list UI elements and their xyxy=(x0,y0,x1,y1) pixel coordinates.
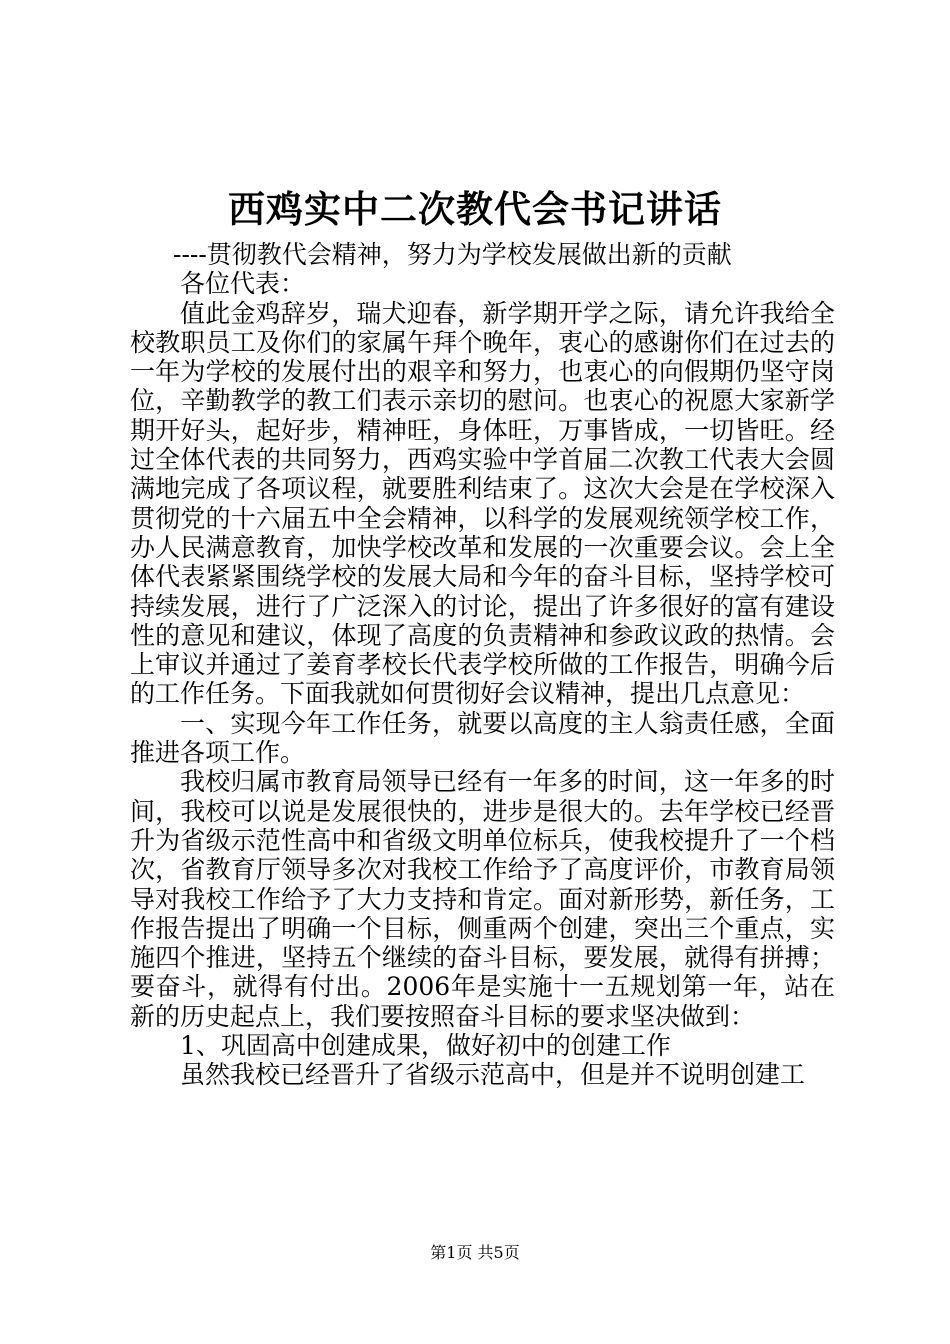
salutation: 各位代表： xyxy=(180,269,306,299)
section-heading-1: 一、实现今年工作任务，就要以高度的主人翁责任感，全面推进各项工作。 xyxy=(130,708,835,768)
page-title: 西鸡实中二次教代会书记讲话 xyxy=(228,187,722,231)
document-body xyxy=(130,240,835,1090)
subsection-heading-1: 1、巩固高中创建成果，做好初中的创建工作 xyxy=(180,1031,671,1061)
page-footer: 第1页 共5页 xyxy=(430,1243,520,1262)
document-subtitle: ----贯彻教代会精神，努力为学校发展做出新的贡献 xyxy=(173,240,732,269)
paragraph-1: 值此金鸡辞岁，瑞犬迎春，新学期开学之际，请允许我给全校教职员工及你们的家属午拜个晚年，衷心的感谢你们在过去的一年为学校的发展付出的艰辛和努力，也衷心的向假期仍坚守岗位，辛勤教学的教工们表示亲切的慰问。也衷心的祝愿大家新学期开好头，起好步，精神旺，身体旺，万事皆成，一切皆旺。经过全体代表的共同努力，西鸡实验中学首届二次教工代表大会圆满地完成了各项议程，就要胜利结束了。这次大会是在学校深入贯彻党的十六届五中全会精神，以科学的发展观统领学校工作，办人民满意教育，加快学校改革和发展的一次重要会议。会上全体代表紧紧围绕学校的发展大局和今年的奋斗目标，坚持学校可持续发展，进行了广泛深入的讨论，提出了许多很好的富有建设性的意见和建议，体现了高度的负责精神和参政议政的热情。会上审议并通过了姜育孝校长代表学校所做的工作报告，明确今后的工作任务。下面我就如何贯彻好会议精神，提出几点意见： xyxy=(130,298,835,709)
paragraph-2: 我校归属市教育局领导已经有一年多的时间，这一年多的时间，我校可以说是发展很快的，进步是很大的。去年学校已经晋升为省级示范性高中和省级文明单位标兵，使我校提升了一个档次，省教育厅领导多次对我校工作给予了高度评价，市教育局领导对我校工作给予了大力支持和肯定。面对新形势，新任务，工作报告提出了明确一个目标，侧重两个创建，突出三个重点，实施四个推进，坚持五个继续的奋斗目标，要发展，就得有拼搏；要奋斗，就得有付出。2006年是实施十一五规划第一年，站在新的历史起点上，我们要按照奋斗目标的要求坚决做到： xyxy=(130,767,835,1031)
paragraph-3: 虽然我校已经晋升了省级示范高中，但是并不说明创建工 xyxy=(180,1060,806,1090)
